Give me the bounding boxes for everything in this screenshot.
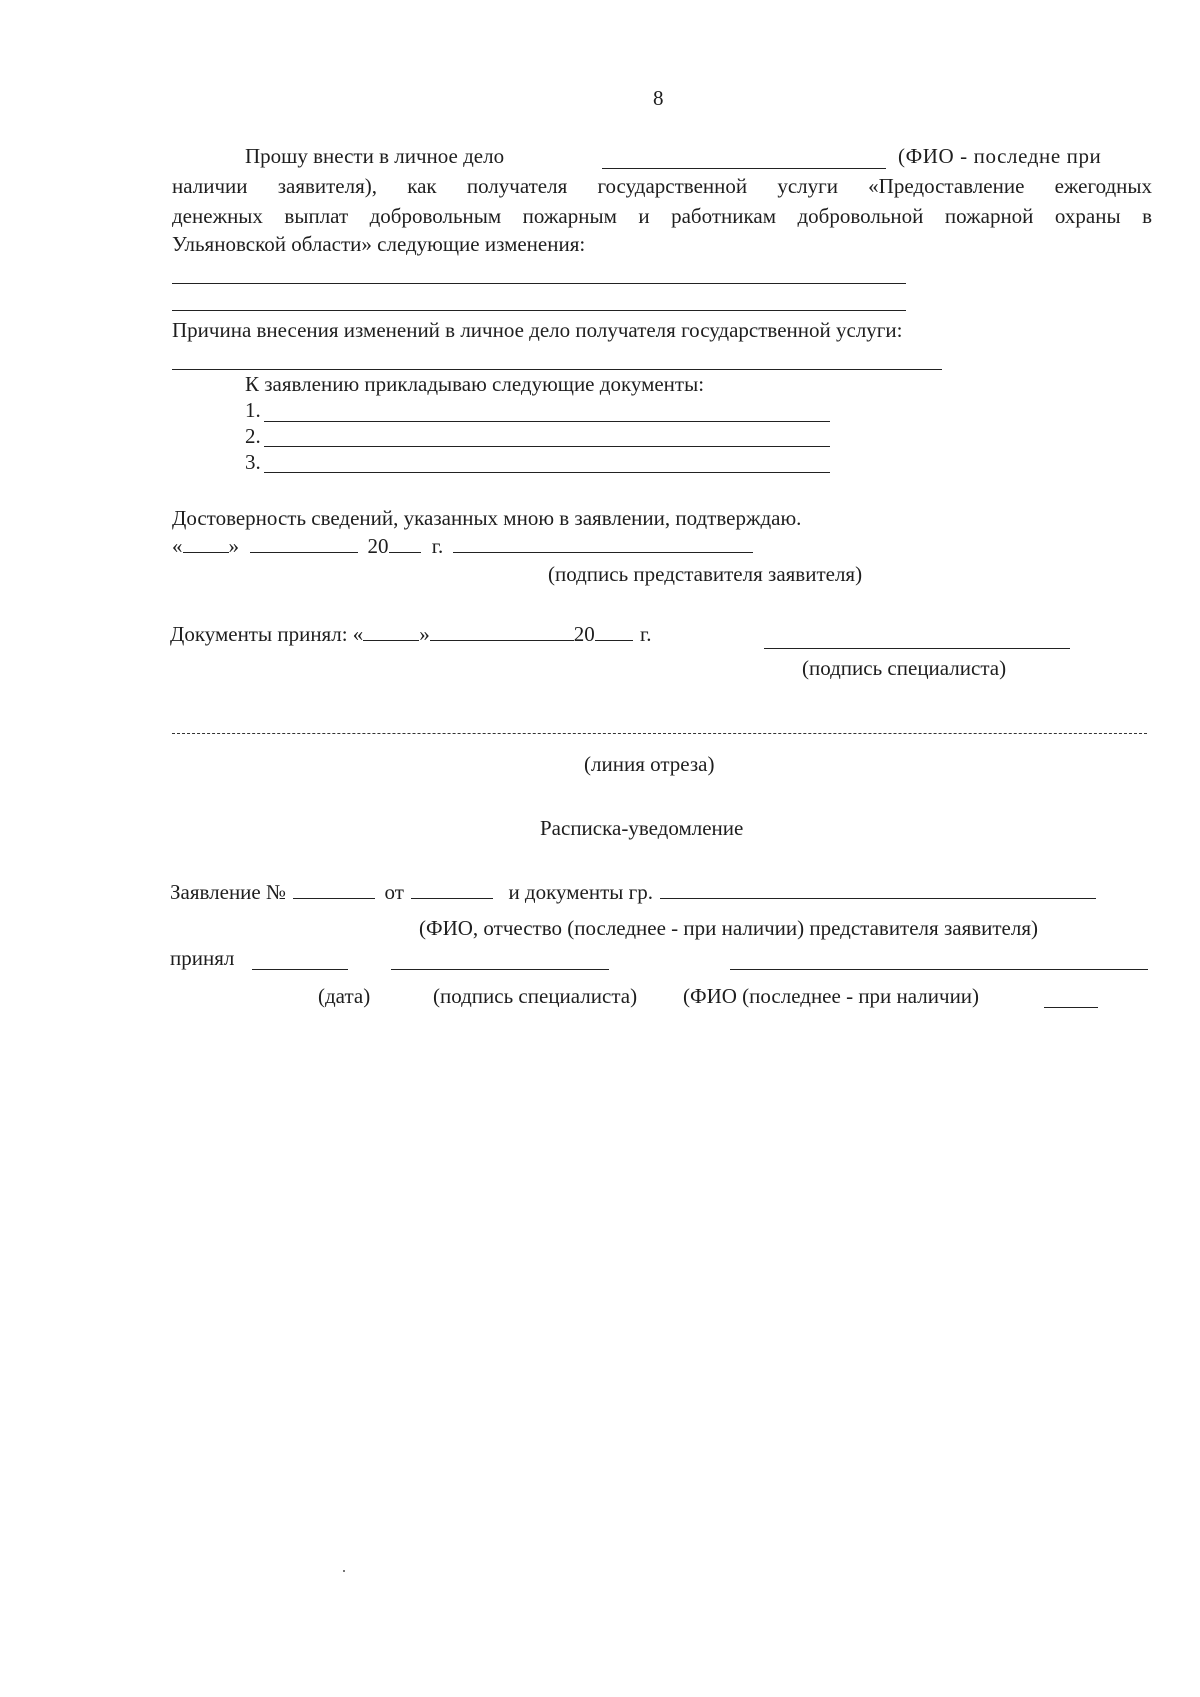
month-blank[interactable]	[250, 534, 358, 553]
year-suffix: г.	[640, 622, 652, 646]
applicant-fio-blank[interactable]	[660, 880, 1096, 899]
scan-speck	[343, 1570, 345, 1572]
specialist-signature-blank[interactable]	[764, 648, 1070, 649]
accepted-label: Документы принял:	[170, 622, 348, 646]
accepted-row	[170, 622, 652, 647]
request-line-3: денежных выплат добровольным пожарным и работникам добровольной пожарной охраны в	[172, 204, 1152, 228]
confirmation-date-row	[172, 534, 753, 559]
specialist-signature-caption: (подпись специалиста)	[802, 656, 1007, 680]
year-suffix: г.	[431, 534, 444, 558]
statement-number-blank[interactable]	[293, 880, 375, 899]
day-blank[interactable]	[183, 534, 229, 553]
request-line-2: наличии заявителя), как получателя государственной услуги «Предоставление ежегодных	[172, 174, 1152, 198]
changes-blank-line-1[interactable]	[172, 283, 906, 284]
docs-label: и документы гр.	[508, 880, 653, 904]
attachment-number-2: 2.	[245, 424, 261, 448]
year-prefix: 20	[573, 622, 595, 646]
accepted-year-blank[interactable]	[595, 622, 633, 641]
receipt-accepted-label: принял	[170, 946, 235, 970]
applicant-fio-caption: (ФИО, отчество (последнее - при наличии) представителя заявителя)	[419, 916, 1039, 940]
attachment-number-1: 1.	[245, 398, 261, 422]
receipt-specialist-signature-blank[interactable]	[391, 969, 609, 970]
receipt-date-blank[interactable]	[252, 969, 348, 970]
quote-close: »	[419, 622, 430, 646]
receipt-fio-specialist-caption: (ФИО (последнее - при наличии)	[683, 984, 980, 1008]
request-line-4: Ульяновской области» следующие изменения:	[172, 232, 586, 256]
receipt-trailing-blank[interactable]	[1044, 1007, 1098, 1008]
receipt-signature-caption: (подпись специалиста)	[433, 984, 638, 1008]
page-number: 8	[653, 86, 664, 110]
receipt-title: Расписка-уведомление	[540, 816, 744, 840]
applicant-signature-blank[interactable]	[453, 534, 753, 553]
statement-number-label: Заявление №	[170, 880, 287, 904]
receipt-statement-row	[170, 880, 1096, 905]
attachment-blank-line-2[interactable]	[264, 446, 830, 447]
attachment-blank-line-3[interactable]	[264, 472, 830, 473]
receipt-specialist-fio-blank[interactable]	[730, 969, 1148, 970]
from-label: от	[384, 880, 404, 904]
accepted-month-blank[interactable]	[430, 622, 574, 641]
year-prefix: 20	[367, 534, 389, 558]
reason-label: Причина внесения изменений в личное дело получателя государственной услуги:	[172, 318, 903, 342]
applicant-signature-caption: (подпись представителя заявителя)	[548, 562, 863, 586]
attachments-intro: К заявлению прикладываю следующие документы:	[245, 372, 705, 396]
quote-close: »	[228, 534, 239, 558]
cut-line-caption: (линия отреза)	[584, 752, 715, 776]
quote-open: «	[352, 622, 364, 646]
changes-blank-line-2[interactable]	[172, 310, 906, 311]
reason-blank-line[interactable]	[172, 369, 942, 370]
request-line-1-start: Прошу внести в личное дело	[245, 144, 505, 168]
attachment-number-3: 3.	[245, 450, 261, 474]
confirmation-text: Достоверность сведений, указанных мною в заявлении, подтверждаю.	[172, 506, 802, 530]
cut-line	[172, 733, 1147, 734]
receipt-date-caption: (дата)	[318, 984, 371, 1008]
request-line-1-end: (ФИО - последне при	[898, 144, 1102, 168]
fio-blank-line[interactable]	[602, 168, 886, 169]
accepted-day-blank[interactable]	[363, 622, 419, 641]
attachment-blank-line-1[interactable]	[264, 421, 830, 422]
statement-date-blank[interactable]	[411, 880, 493, 899]
year-blank[interactable]	[389, 534, 421, 553]
quote-open: «	[172, 534, 183, 558]
